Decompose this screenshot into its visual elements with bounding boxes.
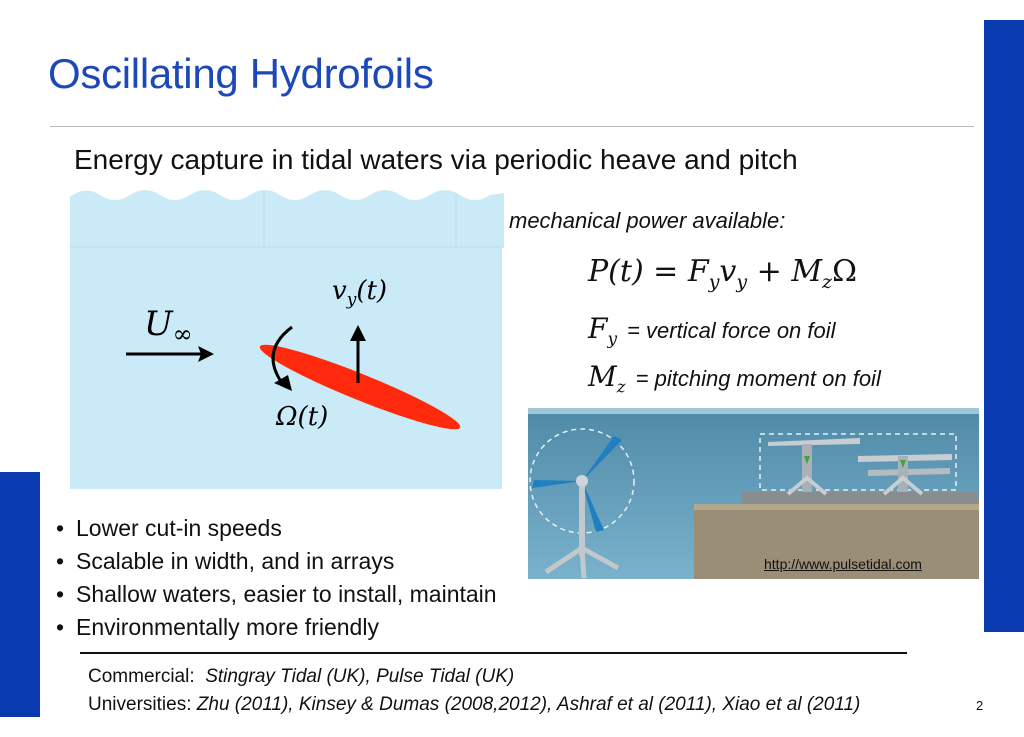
flow-label-sub: ∞ (172, 320, 193, 348)
commercial-note: Commercial: Stingray Tidal (UK), Pulse Tidal (UK) (88, 666, 515, 687)
power-heading: mechanical power available: (509, 208, 786, 233)
universities-note: Universities: Zhu (2011), Kinsey & Dumas (2008,2012), Ashraf et al (2011), Xiao et al (2011) (88, 694, 861, 715)
list-item: • Shallow waters, easier to install, maintain (56, 581, 497, 607)
feature-list (56, 515, 497, 647)
photo-credit-link[interactable]: http://www.pulsetidal.com (764, 556, 922, 572)
moment-definition: $M_z$ = pitching moment on foil (588, 360, 881, 398)
force-definition: $F_y$ = vertical force on foil (588, 312, 836, 350)
pitch-label: Ω(t) (276, 402, 329, 432)
list-item: • Scalable in width, and in arrays (56, 548, 395, 574)
heave-label-sub: y (346, 290, 357, 310)
heave-label: v (332, 276, 347, 306)
svg-text:vy(t) (332, 276, 387, 310)
accent-bar-right (984, 20, 1024, 632)
flow-label: U (144, 304, 173, 344)
list-item: • Environmentally more friendly (56, 614, 379, 640)
hydrofoil-diagram (70, 185, 506, 489)
water-surface (70, 190, 504, 489)
slide-subtitle: Energy capture in tidal waters via periodic heave and pitch (74, 144, 798, 175)
power-equation: $P(t) = F_yv_y + M_z\Omega$ (588, 254, 857, 293)
footer-divider (80, 652, 907, 654)
tidal-device-photo (528, 408, 979, 579)
slide-title: Oscillating Hydrofoils (48, 50, 434, 97)
page-number: 2 (976, 698, 984, 713)
title-divider (50, 126, 974, 127)
heave-label-arg: (t) (356, 276, 388, 306)
list-item: • Lower cut-in speeds (56, 515, 282, 541)
accent-bar-left (0, 472, 40, 717)
